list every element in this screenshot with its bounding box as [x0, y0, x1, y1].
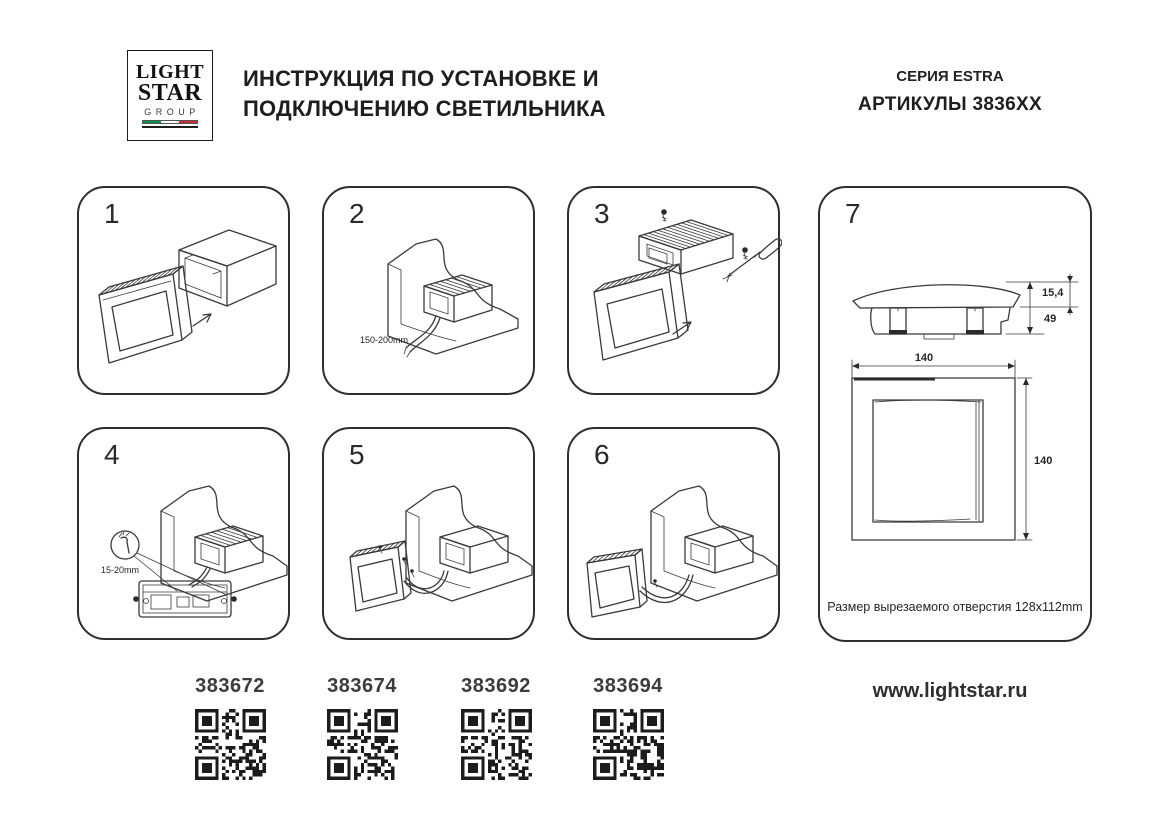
step-panel-4 [77, 427, 290, 640]
step-panel-3 [567, 186, 780, 395]
qr-code [327, 709, 398, 780]
article-number-1: 383672 [195, 675, 265, 697]
step-3-drawing [569, 188, 782, 397]
step-panel-6 [567, 427, 780, 640]
step-panel-2 [322, 186, 535, 395]
dimensions-panel [818, 186, 1092, 642]
step-2-drawing [324, 188, 537, 397]
article-number-3: 383692 [461, 675, 531, 697]
fixture-back [133, 581, 237, 617]
dimensions-drawing [820, 188, 1094, 644]
strip-detail-callout [111, 531, 227, 595]
lightstar-logo [127, 50, 213, 141]
front-view [852, 378, 1015, 540]
cap-height-dim: 15,4 [1042, 287, 1064, 299]
logo-light: LIGHT [135, 61, 205, 84]
arrow-icon [193, 314, 211, 326]
fixture-front [587, 549, 647, 617]
mounting-box [195, 526, 263, 573]
step-number-7: 7 [845, 198, 861, 229]
italian-flag-icon [142, 120, 198, 124]
fixture-front [350, 541, 411, 611]
wire-length-label: 150-200mm [360, 335, 409, 345]
screw-icon [661, 209, 748, 259]
step-number-6: 6 [594, 439, 610, 470]
strip-length-label: 15-20mm [101, 565, 140, 575]
website-link: www.lightstar.ru [872, 680, 1028, 702]
logo-rule [142, 126, 198, 128]
series-block [808, 68, 1092, 116]
page-title [243, 64, 606, 124]
step-1-drawing [79, 188, 292, 397]
side-view-dimensions [1006, 274, 1078, 334]
step-panel-5 [322, 427, 535, 640]
mounting-box [440, 526, 508, 573]
cutout-size-note: Размер вырезаемого отверстия 128x112mm [827, 600, 1083, 614]
width-dim: 140 [914, 352, 934, 364]
qr-code [593, 709, 664, 780]
body-depth-dim: 49 [1044, 313, 1057, 325]
qr-code [195, 709, 266, 780]
logo-star: STAR [137, 80, 203, 107]
title-line-1: ИНСТРУКЦИЯ ПО УСТАНОВКЕ И [243, 66, 599, 91]
screw-icon [653, 579, 657, 587]
step-5-drawing [324, 429, 537, 642]
step-number-2: 2 [349, 198, 365, 229]
qr-code [461, 709, 532, 780]
title-line-2: ПОДКЛЮЧЕНИЮ СВЕТИЛЬНИКА [243, 96, 606, 121]
article-number-4: 383694 [593, 675, 663, 697]
step-number-3: 3 [594, 198, 610, 229]
article-number-2: 383674 [327, 675, 397, 697]
step-number-1: 1 [104, 198, 120, 229]
step-4-drawing [79, 429, 292, 642]
step-6-drawing [569, 429, 782, 642]
articles-heading: АРТИКУЛЫ 3836XX [858, 94, 1042, 115]
wall-cutaway [651, 486, 777, 601]
fixture-front [99, 266, 192, 363]
series-label: СЕРИЯ ESTRA [896, 68, 1004, 85]
mounting-box [685, 526, 753, 573]
step-number-4: 4 [104, 439, 120, 470]
screwdriver-icon [723, 239, 782, 282]
lamp-module [639, 220, 733, 274]
side-view [853, 285, 1020, 339]
wall-cutaway [406, 486, 532, 601]
height-dim: 140 [1034, 455, 1053, 467]
step-number-5: 5 [349, 439, 365, 470]
connecting-wire [189, 567, 210, 587]
step-panel-1 [77, 186, 290, 395]
supply-wire [404, 316, 440, 357]
logo-group: GROUP [144, 107, 200, 118]
fixture-front [594, 264, 688, 360]
mounting-box [179, 230, 276, 306]
